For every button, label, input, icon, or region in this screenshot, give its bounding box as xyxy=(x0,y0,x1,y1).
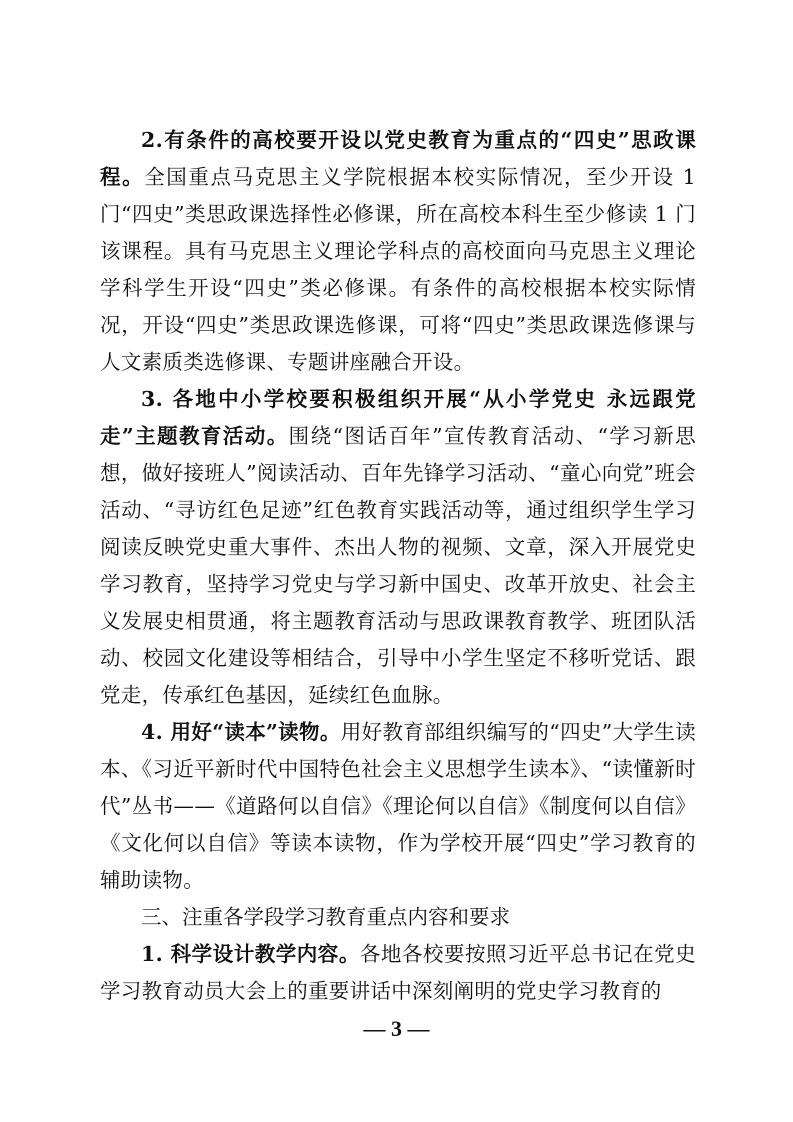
paragraph-2-body: 全国重点马克思主义学院根据本校实际情况，至少开设 1 门“四史”类思政课选择性必修课，所在高校本科生至少修读 1 门该课程。具有马克思主义理论学科点的高校面向马克思主义理论学科学生开设“四史”类必修课。有条件的高校根据本校实际情况，开设“四史”类思政课选修课，可将“四史”类思政课选修课与人文素质类选修课、专题讲座融合开设。 xyxy=(100,165,696,374)
paragraph-3-body: 围绕“图话百年”宣传教育活动、“学习新思想，做好接班人”阅读活动、百年先锋学习活动、“童心向党”班会活动、“寻访红色足迹”红色教育实践活动等，通过组织学生学习阅读反映党史重大事件、杰出人物的视频、文章，深入开展党史学习教育，坚持学习党史与学习新中国史、改革开放史、社会主义发展史相贯通，将主题教育活动与思政课教育教学、班团队活动、校园文化建设等相结合，引导中小学生坚定不移听党话、跟党走，传承红色基因，延续红色血脉。 xyxy=(100,424,696,707)
paragraph-4-lead: 4. 用好“读本”读物。 xyxy=(141,720,341,744)
paragraph-4-body: 用好教育部组织编写的“四史”大学生读本、《习近平新时代中国特色社会主义思想学生读本》、“读懂新时代”丛书——《道路何以自信》《理论何以自信》《制度何以自信》《文化何以自信》等读本读物，作为学校开展“四史”学习教育的辅助读物。 xyxy=(100,720,696,892)
page-number: — 3 — xyxy=(363,1016,430,1041)
paragraph-2-lead: 2.有条件的高校要开设以党史教育为重点的“四史”思政课程。 xyxy=(100,128,696,189)
paragraph-final xyxy=(100,936,696,1010)
paragraph-2 xyxy=(100,122,696,381)
paragraph-3 xyxy=(100,381,696,714)
paragraph-3-lead: 3. 各地中小学校要积极组织开展“从小学党史 永远跟党走”主题教育活动。 xyxy=(100,387,696,448)
paragraph-4 xyxy=(100,714,696,899)
section-heading: 三、注重各学段学习教育重点内容和要求 xyxy=(141,905,510,929)
paragraph-final-body: 各地各校要按照习近平总书记在党史学习教育动员大会上的重要讲话中深刻阐明的党史学习教育的 xyxy=(100,942,696,1003)
document-body xyxy=(100,122,696,1010)
paragraph-final-lead: 1. 科学设计教学内容。 xyxy=(141,942,360,966)
